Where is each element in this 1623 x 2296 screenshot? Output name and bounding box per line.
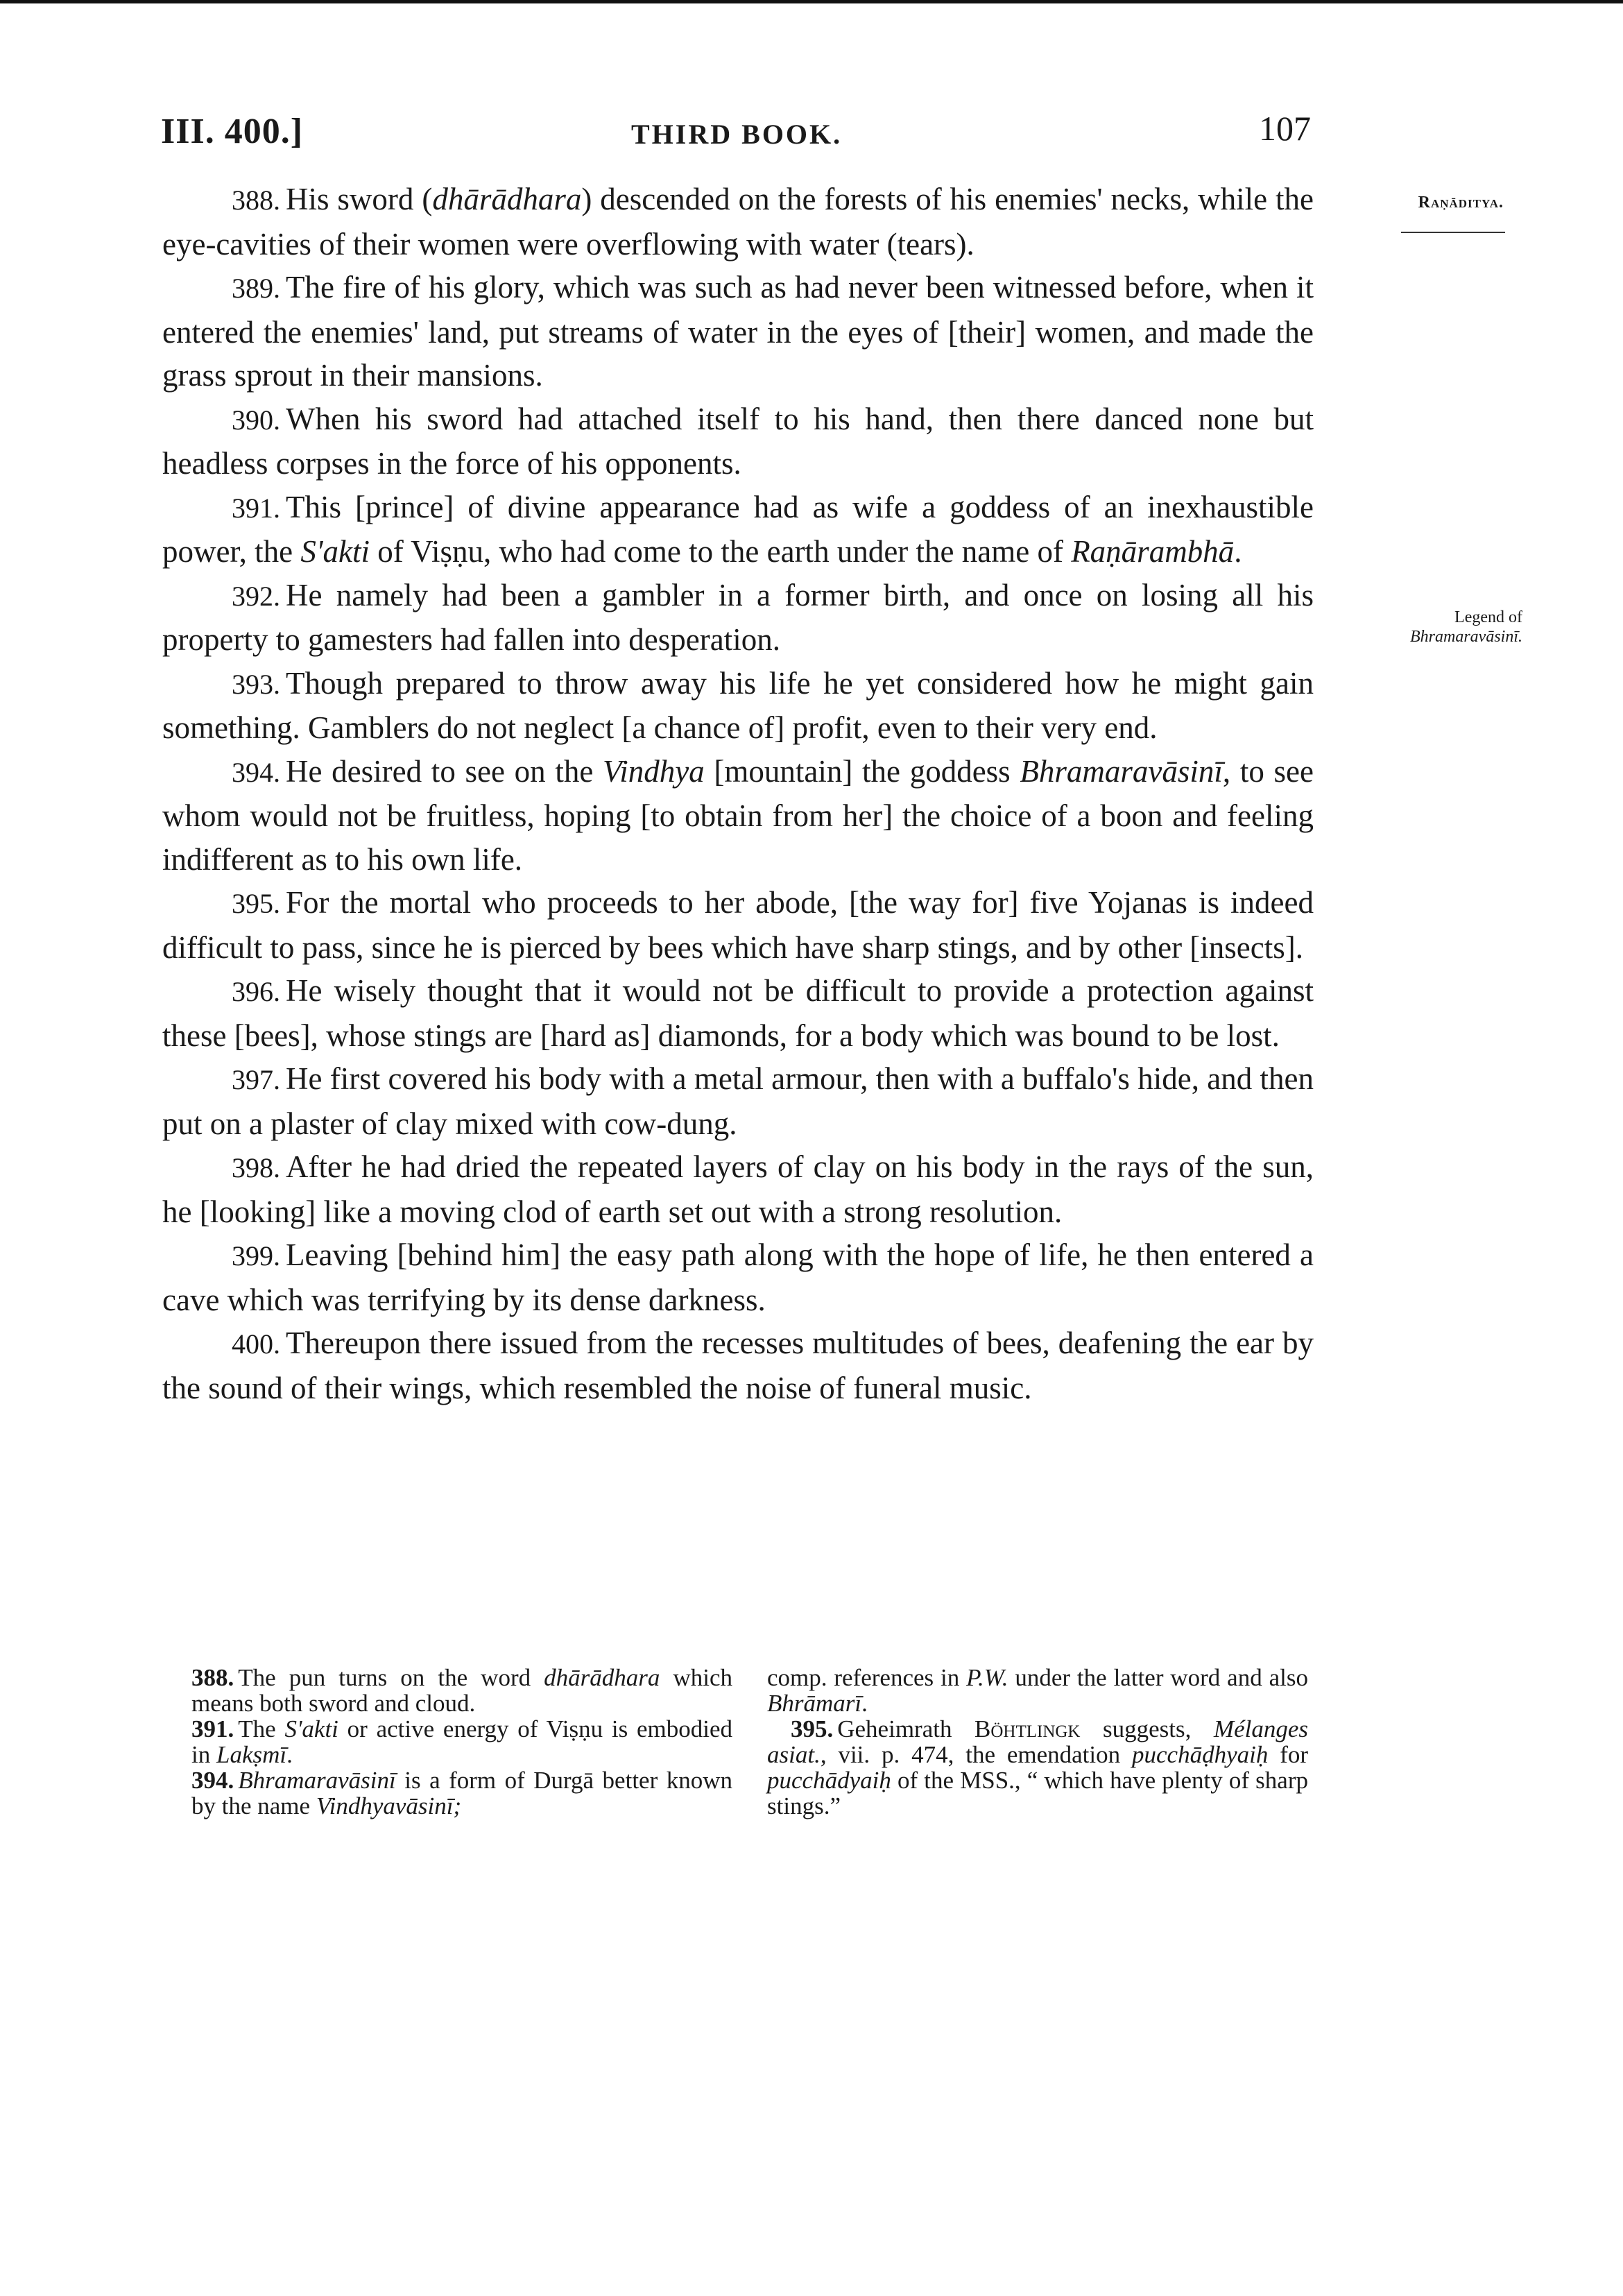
verse-number: 392.: [232, 580, 280, 612]
footnote-text: , vii. p. 474, the emendation: [820, 1741, 1132, 1768]
verse-text: [mountain] the goddess: [704, 753, 1020, 789]
footnote-text: Geheimrath: [837, 1715, 974, 1742]
verse-395: [162, 881, 1314, 969]
footnote-column-left: [191, 1665, 732, 1819]
verse-388: [162, 178, 1314, 266]
verse-text: The fire of his glory, which was such as had never been witnessed before, when it entered the enemies' land, put streams of water in the eyes of [their] women, and made the grass sprout in their mansions.: [162, 270, 1314, 393]
footnote-391: [191, 1716, 732, 1767]
verse-text: He namely had been a gambler in a former birth, and once on losing all his property to gamesters had fallen into desperation.: [162, 577, 1314, 657]
footnote-text: is a form of Durgā better known by the name: [191, 1767, 732, 1819]
verse-number: 390.: [232, 404, 280, 436]
footnote-text: for: [1268, 1741, 1309, 1768]
footnote-italic: Bhramaravāsinī: [238, 1767, 396, 1794]
footnote-number: 395.: [791, 1715, 834, 1742]
verse-text: Leaving [behind him] the easy path along with the hope of life, he then entered a cave which was terrifying by its dense darkness.: [162, 1237, 1314, 1317]
footnote-text: The: [238, 1715, 285, 1742]
running-head-section: III. 400.]: [161, 112, 304, 151]
footnote-text: of the MSS., “ which have plenty of sharp stings.”: [767, 1767, 1308, 1819]
verse-italic: dhārādhara: [432, 182, 582, 216]
footnote-395: [767, 1716, 1308, 1819]
footnote-text: comp. references in: [767, 1664, 967, 1691]
verse-italic: Bhramaravāsinī: [1020, 753, 1223, 789]
footnote-number: 391.: [191, 1715, 234, 1742]
footnote-italic: S'akti: [284, 1715, 338, 1742]
verse-text: After he had dried the repeated layers of clay on his body in the rays of the sun, he [looking] like a moving clod of earth set out with a strong resolution.: [162, 1149, 1314, 1229]
footnote-394: [191, 1767, 732, 1819]
verse-text: He first covered his body with a metal armour, then with a buffalo's hide, and then put on a plaster of clay mixed with cow-dung.: [162, 1061, 1314, 1141]
margin-note-legend-line2: Bhramaravāsinī.: [1410, 628, 1522, 646]
verse-number: 393.: [232, 668, 280, 700]
footnote-italic: Lakṣmī: [216, 1741, 287, 1768]
running-head-title: THIRD BOOK.: [631, 119, 843, 150]
verse-392: [162, 574, 1314, 662]
footnote-italic: pucchādyaiḥ: [767, 1767, 891, 1794]
verse-393: [162, 662, 1314, 750]
footnote-text: under the latter word and also: [1008, 1664, 1308, 1691]
verse-text: Though prepared to throw away his life he yet considered how he might gain something. Gamblers do not neglect [a chance of] profit, even to their very end.: [162, 665, 1314, 745]
verse-398: [162, 1145, 1314, 1233]
verse-number: 400.: [232, 1328, 280, 1360]
verse-390: [162, 397, 1314, 486]
footnote-text: The pun turns on the word: [238, 1664, 544, 1691]
footnote-388: [191, 1665, 732, 1716]
footnote-number: 394.: [191, 1767, 234, 1794]
footnote-394-continued: [767, 1665, 1308, 1716]
verse-number: 389.: [232, 273, 280, 304]
verse-italic: S'akti: [300, 534, 370, 569]
footnote-number: 388.: [191, 1664, 234, 1691]
verse-399: [162, 1233, 1314, 1321]
verse-text: Thereupon there issued from the recesses multitudes of bees, deafening the ear by the sound of their wings, which resembled the noise of funeral music.: [162, 1326, 1314, 1405]
footnote-smallcaps: Böhtlingk: [974, 1715, 1081, 1742]
verse-text: This [prince] of divine appearance had as wife a goddess of an inexhaustible power, the: [162, 489, 1314, 569]
footnote-italic: dhārādhara: [544, 1664, 660, 1691]
verse-389: [162, 266, 1314, 397]
verse-text: .: [1234, 534, 1242, 569]
verse-number: 396.: [232, 976, 280, 1007]
footnote-italic: Mélanges asiat.: [767, 1715, 1308, 1768]
footnote-text: .: [861, 1690, 868, 1717]
verse-text: His sword (: [286, 182, 433, 216]
footnote-text: .: [286, 1741, 293, 1768]
verse-text: When his sword had attached itself to his hand, then there danced none but headless corpses in the force of his opponents.: [162, 401, 1314, 481]
margin-note-legend-line1: Legend of: [1454, 608, 1522, 626]
verse-number: 398.: [232, 1152, 280, 1183]
verse-text: of Viṣṇu, who had come to the earth under the name of: [370, 534, 1072, 569]
verse-text: He desired to see on the: [286, 753, 603, 789]
verse-number: 395.: [232, 888, 280, 919]
footnote-text: or active energy of Viṣṇu is embodied in: [191, 1715, 732, 1768]
margin-note-rule: [1401, 232, 1505, 233]
footnote-italic: Bhrāmarī: [767, 1690, 862, 1717]
verse-text: For the mortal who proceeds to her abode, [the way for] five Yojanas is indeed difficult to pass, since he is pierced by bees which have sharp stings, and by other [insects].: [162, 885, 1314, 965]
margin-note-ranaditya: Raṇāditya.: [1418, 194, 1504, 212]
verse-391: [162, 486, 1314, 574]
footnote-column-right: [767, 1665, 1308, 1819]
page-number: 107: [1259, 109, 1311, 148]
footnote-italic: P.W.: [966, 1664, 1008, 1691]
footnote-italic: Vindhyavāsinī;: [316, 1792, 462, 1819]
verse-text: ) descended on the forests of his enemies' necks, while the eye-cavities of their women were overflowing with water (tears).: [162, 182, 1314, 262]
verse-396: [162, 969, 1314, 1057]
verse-text: He wisely thought that it would not be difficult to provide a protection against these [bees], whose stings are [hard as] diamonds, for a body which was bound to be lost.: [162, 973, 1314, 1053]
verse-394: [162, 750, 1314, 882]
verse-text: , to see whom would not be fruitless, hoping [to obtain from her] the choice of a boon and feeling indifferent as to his own life.: [162, 753, 1314, 877]
margin-note-legend: [1339, 608, 1522, 646]
top-border: [0, 0, 1623, 3]
verse-number: 388.: [232, 185, 280, 216]
verse-number: 397.: [232, 1064, 280, 1095]
body-text: [162, 178, 1314, 1410]
verse-number: 394.: [232, 756, 280, 788]
verse-number: 391.: [232, 492, 280, 524]
verse-number: 399.: [232, 1240, 280, 1271]
verse-397: [162, 1057, 1314, 1145]
verse-400: [162, 1321, 1314, 1410]
verse-italic: Raṇārambhā: [1071, 534, 1235, 569]
footnote-italic: pucchāḍhyaiḥ: [1132, 1741, 1269, 1768]
footnote-text: which means both sword and cloud.: [191, 1664, 732, 1717]
verse-italic: Vindhya: [603, 753, 705, 789]
footnote-text: suggests,: [1080, 1715, 1214, 1742]
